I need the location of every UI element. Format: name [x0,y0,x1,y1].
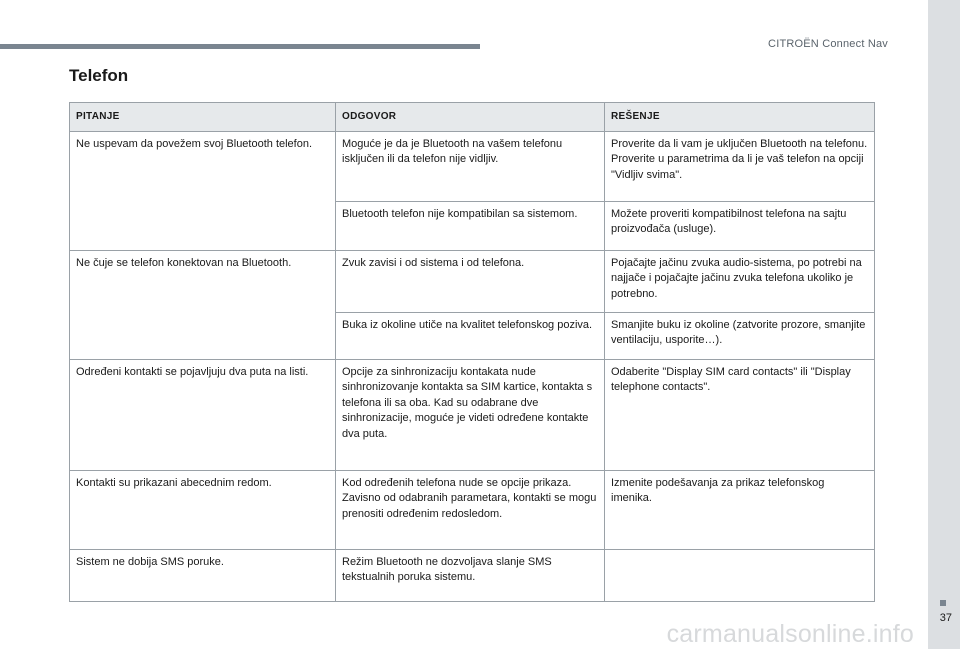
header-rule [0,44,480,49]
solution-cell: Možete proveriti kompatibilnost telefona na sajtu proizvođača (usluge). [605,201,875,250]
solution-cell: Proverite da li vam je uključen Bluetooth na telefonu. Proverite u parametrima da li je vaš telefon na opciji "Vidljiv svima". [605,131,875,201]
solution-cell [605,549,875,601]
question-cell: Određeni kontakti se pojavljuju dva puta na listi. [70,359,336,470]
table-row [70,470,875,549]
answer-cell: Zvuk zavisi i od sistema i od telefona. [336,250,605,312]
page-marker [940,600,946,606]
question-cell: Ne uspevam da povežem svoj Bluetooth telefon. [70,131,336,250]
column-header-solution: REŠENJE [605,103,875,132]
answer-cell: Režim Bluetooth ne dozvoljava slanje SMS tekstualnih poruka sistemu. [336,549,605,601]
page-number: 37 [939,612,952,624]
table-header-row [70,103,875,132]
table-row [70,250,875,312]
table-row [70,131,875,201]
column-header-question: PITANJE [70,103,336,132]
answer-cell: Moguće je da je Bluetooth na vašem telefonu isključen ili da telefon nije vidljiv. [336,131,605,201]
column-header-answer: ODGOVOR [336,103,605,132]
solution-cell: Odaberite "Display SIM card contacts" ili "Display telephone contacts". [605,359,875,470]
table-row [70,549,875,601]
watermark: carmanualsonline.info [666,620,914,648]
solution-cell: Izmenite podešavanja za prikaz telefonskog imenika. [605,470,875,549]
question-cell: Kontakti su prikazani abecednim redom. [70,470,336,549]
troubleshooting-table [69,102,875,602]
answer-cell: Bluetooth telefon nije kompatibilan sa sistemom. [336,201,605,250]
question-cell: Sistem ne dobija SMS poruke. [70,549,336,601]
page-edge-strip [928,0,960,649]
answer-cell: Kod određenih telefona nude se opcije prikaza. Zavisno od odabranih parametara, kontakti se mogu prenositi određenim redosledom. [336,470,605,549]
page-title: Telefon [69,66,129,85]
answer-cell: Buka iz okoline utiče na kvalitet telefonskog poziva. [336,312,605,359]
answer-cell: Opcije za sinhronizaciju kontakata nude sinhronizovanje kontakta sa SIM kartice, kontakta s telefona ili sa oba. Kad su odabrane dve sinhronizacije, moguće je videti određene kontakte dva puta. [336,359,605,470]
brand-label: CITROËN Connect Nav [768,38,888,50]
solution-cell: Pojačajte jačinu zvuka audio-sistema, po potrebi na najjače i pojačajte jačinu zvuka telefona ukoliko je potrebno. [605,250,875,312]
question-cell: Ne čuje se telefon konektovan na Bluetooth. [70,250,336,359]
solution-cell: Smanjite buku iz okoline (zatvorite prozore, smanjite ventilaciju, usporite…). [605,312,875,359]
table-row [70,359,875,470]
